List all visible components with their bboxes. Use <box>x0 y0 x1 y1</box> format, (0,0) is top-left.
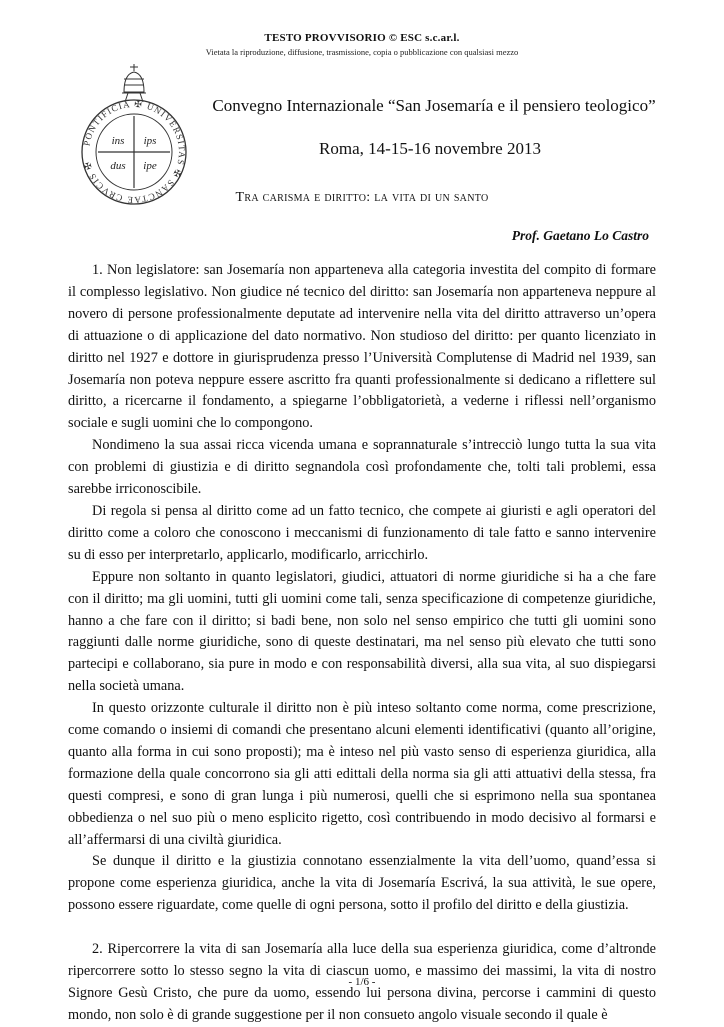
paragraph: 1. Non legislatore: san Josemaría non apparteneva alla categoria investita del compito di formare il complesso legislativo. Non giudice né tecnico del diritto: san Josemaría non apparteneva neppure al novero di persone professionalmente deputate ad intervenire nella vita del diritto attraverso un’opera di attuazione o di applicazione del dato normativo. Non studioso del diritto: per quanto licenziato in diritto nel 1927 e dottore in giurisprudenza presso l’Università Complutense di Madrid nel 1939, san Josemaría non poteva neppure essere ascritto fra quanti professionalmente si dedicano a riflettere sul diritto, a ricercarne il fondamento, a spiegarne l’obbligatorietà, a vederne i riflessi nell’organismo sociale e sugli uomini che lo compongono. <box>68 262 656 432</box>
paragraph: Di regola si pensa al diritto come ad un fatto tecnico, che compete ai giuristi e agli operatori del diritto come a coloro che conoscono i meccanismi di funzionamento di tale fatto e sanno intervenire su di esso per interpretarlo, applicarlo, modificarlo, arricchirlo. <box>68 502 656 563</box>
university-seal-logo <box>78 62 190 210</box>
paragraph: Eppure non soltanto in quanto legislatori, giudici, attuatori di norme giuridiche si ha a che fare con il diritto; ma gli uomini, tutti gli uomini come tali, senza specificazione di competenze giuridiche, hanno a che fare con il diritto; si badi bene, non solo nel senso empirico che tutti gli uomini sono raggiunti dalle norme giuridiche, sono di queste destinatari, ma nel senso più elevato che tutti sono partecipi e collaborano, sia pure in modo e con responsabilità diversi, alla sua vita, al suo dispiegarsi nella società umana. <box>68 568 656 695</box>
page-number: - 1/6 - <box>348 976 376 988</box>
paragraph: 2. Ripercorrere la vita di san Josemaría alla luce della sua esperienza giuridica, come d’altronde ripercorrere sotto lo stesso segno la vita di ciascun uomo, e massimo dei massimi, la vita di nostro Signore Gesù Cristo, che pure da uomo, essendo lui persona divina, percorse i cammini di questo mondo, non solo è di grande suggestione per il non consueto angolo visuale secondo il quale è <box>68 941 656 1023</box>
paragraph: In questo orizzonte culturale il diritto non è più inteso soltanto come norma, come prescrizione, come comando o insiemi di comandi che presentano alcuni elementi identificativi (quanto all’origine, quanto alla forma in cui sono proposti); ma è inteso nel più vasto senso di esperienza giuridica, alla formazione della quale concorrono sia gli atti edittali della norma sia gli atti attuativi della stessa, fra questi compresi, e sono di gran lunga i più numerosi, quelli che si esprimono nella sua spontanea obbedienza o nel suo più o meno esplicito rigetto, così contribuendo in modo decisivo al formarsi e all’affermarsi di una civiltà giuridica. <box>68 700 656 848</box>
seal-text-br: ipe <box>143 160 157 172</box>
tiara-icon <box>122 64 146 102</box>
seal-text-tr: ips <box>143 135 157 147</box>
author-name: Prof. Gaetano Lo Castro <box>511 228 649 243</box>
provisional-text-header: TESTO PROVVISORIO © ESC s.c.ar.l. <box>264 32 460 44</box>
paragraph: Se dunque il diritto e la giustizia connotano essenzialmente la vita dell’uomo, quand’essa si propone come esperienza giuridica, anche la vita di Josemaría Escrivá, la sua attività, le sue opere, possono essere riguardate, come quelle di ogni persona, sotto il profilo del diritto e della giustizia. <box>68 853 656 914</box>
paragraph: Nondimeno la sua assai ricca vicenda umana e soprannaturale s’intrecciò lungo tutta la sua vita con problemi di giustizia e di diritto segnandola così profondamente che, tolti tali problemi, essa sarebbe irriconoscibile. <box>68 437 656 498</box>
copyright-notice: Vietata la riproduzione, diffusione, trasmissione, copia o pubblicazione con qualsiasi mezzo <box>205 47 519 57</box>
seal-text-tl: ins <box>111 135 125 147</box>
article-title: Tra carisma e diritto: la vita di un santo <box>235 190 489 205</box>
conference-title: Convegno Internazionale “San Josemaría e il pensiero teologico” <box>212 96 656 115</box>
article-body <box>68 260 656 1027</box>
conference-date: Roma, 14-15-16 novembre 2013 <box>319 139 541 158</box>
seal-text-bl: dus <box>110 160 126 172</box>
svg-text:PONTIFICIA ✠ UNIVERSITAS ✠ SAN: PONTIFICIA ✠ UNIVERSITAS ✠ SANCTAE CRVCIS ✠ <box>81 98 188 206</box>
